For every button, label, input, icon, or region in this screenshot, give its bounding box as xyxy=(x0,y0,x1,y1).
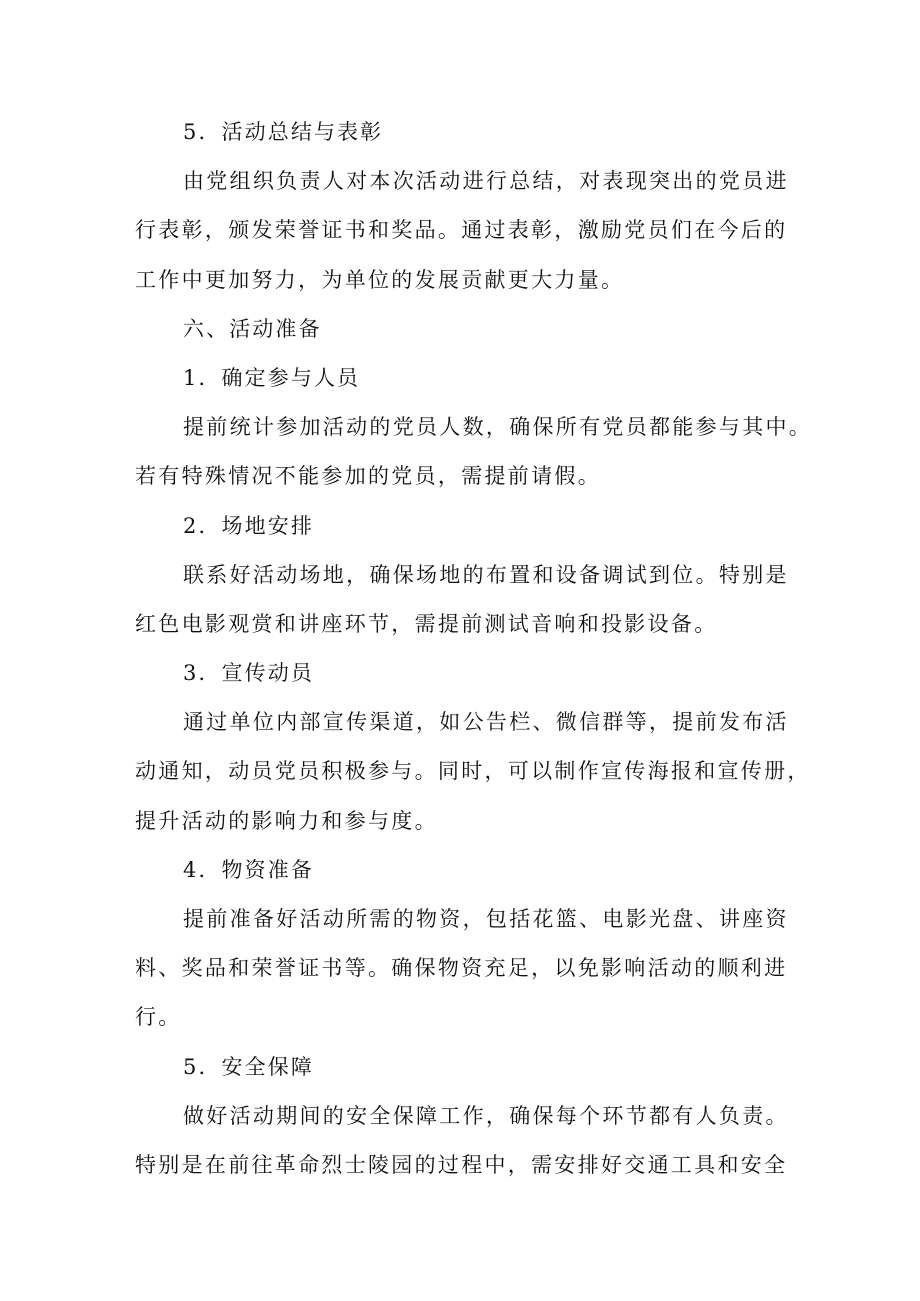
paragraph-line: 行表彰，颁发荣誉证书和奖品。通过表彰，激励党员们在今后的 xyxy=(135,218,788,243)
paragraph-line: 料、奖品和荣誉证书等。确保物资充足，以免影响活动的顺利进 xyxy=(135,956,788,981)
section-heading: 5．活动总结与表彰 xyxy=(183,120,384,144)
document-body xyxy=(135,108,813,1190)
section-heading: 4．物资准备 xyxy=(183,857,314,882)
paragraph-line: 做好活动期间的安全保障工作，确保每个环节都有人负责。 xyxy=(183,1103,789,1128)
paragraph-line: 若有特殊情况不能参加的党员，需提前请假。 xyxy=(135,464,601,489)
section-heading: 3．宣传动员 xyxy=(183,661,314,686)
section-heading: 2．场地安排 xyxy=(183,513,314,538)
paragraph-line: 提升活动的影响力和参与度。 xyxy=(135,808,438,833)
paragraph-line: 红色电影观赏和讲座环节，需提前测试音响和投影设备。 xyxy=(135,611,718,636)
paragraph-line: 特别是在前往革命烈士陵园的过程中，需安排好交通工具和安全 xyxy=(135,1152,788,1177)
paragraph-line: 行。 xyxy=(135,1005,182,1030)
paragraph-line: 动通知，动员党员积极参与。同时，可以制作宣传海报和宣传册， xyxy=(135,759,811,784)
paragraph-line: 提前统计参加活动的党员人数，确保所有党员都能参与其中。 xyxy=(183,415,813,440)
paragraph-line: 提前准备好活动所需的物资，包括花篮、电影光盘、讲座资 xyxy=(183,907,789,931)
section-heading: 1．确定参与人员 xyxy=(183,365,361,390)
paragraph-line: 联系好活动场地，确保场地的布置和设备调试到位。特别是 xyxy=(183,562,789,587)
section-heading: 5．安全保障 xyxy=(183,1054,314,1079)
paragraph-line: 由党组织负责人对本次活动进行总结，对表现突出的党员进 xyxy=(183,169,789,194)
section-heading: 六、活动准备 xyxy=(183,316,322,341)
paragraph-line: 通过单位内部宣传渠道，如公告栏、微信群等，提前发布活 xyxy=(183,710,789,735)
paragraph-line: 工作中更加努力，为单位的发展贡献更大力量。 xyxy=(135,267,625,292)
